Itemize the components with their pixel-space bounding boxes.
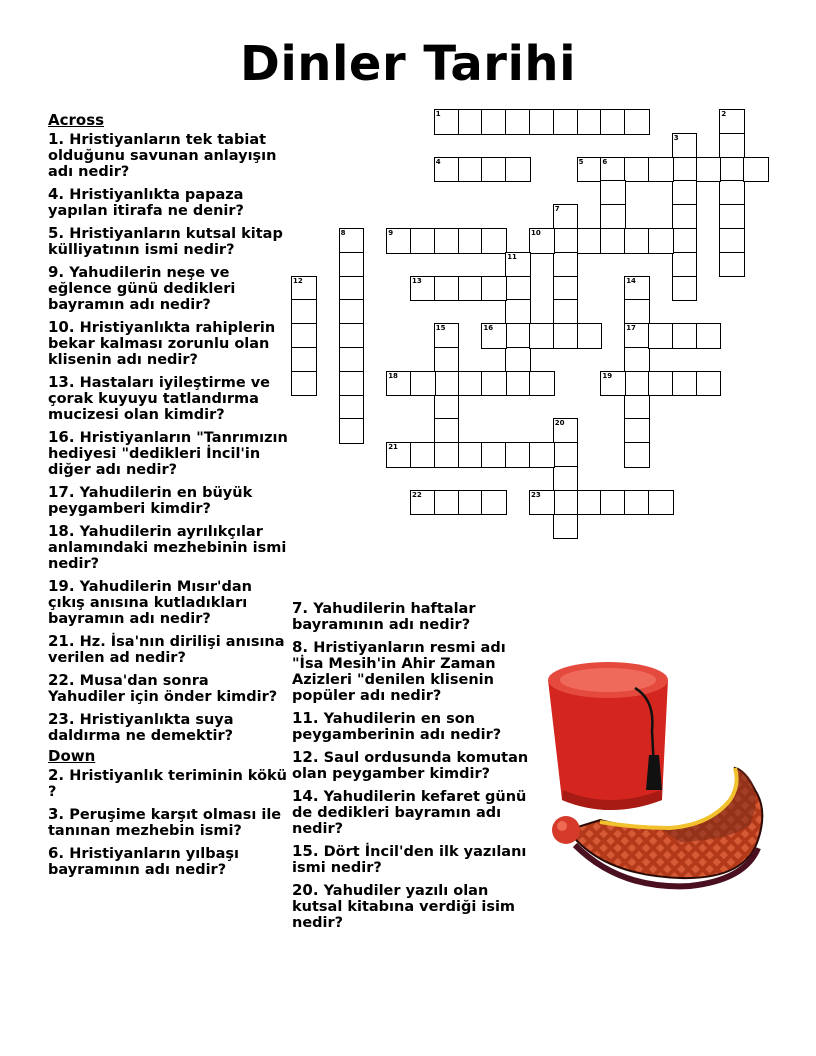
grid-cell[interactable] — [505, 371, 531, 397]
clue-item — [48, 806, 288, 839]
clue-number: 6. — [48, 844, 65, 862]
clue-text: Hristiyanların resmi adı "İsa Mesih'in Ahir Zaman Azizleri "denilen klisenin popüler adı nedir? — [292, 640, 506, 704]
clue-text: Peruşime karşıt olması ile tanınan mezhebin ismi? — [48, 807, 282, 839]
grid-cell[interactable] — [648, 228, 674, 254]
grid-cell[interactable] — [624, 371, 650, 397]
clue-number-label: 20 — [554, 419, 565, 428]
clue-column-left — [48, 112, 288, 884]
clue-number: 11. — [292, 709, 319, 727]
down-clue-list-part2 — [292, 600, 532, 931]
grid-cell[interactable] — [553, 323, 579, 349]
clue-number: 17. — [48, 483, 75, 501]
grid-cell[interactable] — [553, 299, 579, 325]
clue-number-label: 1 — [435, 110, 441, 118]
grid-cell[interactable] — [434, 323, 460, 349]
grid-cell[interactable] — [481, 490, 507, 516]
grid-cell[interactable] — [696, 371, 722, 397]
grid-cell[interactable] — [458, 109, 484, 135]
clue-number-label: 11 — [507, 252, 517, 261]
grid-cell[interactable] — [505, 442, 531, 468]
clue-number: 18. — [48, 522, 75, 540]
grid-cell[interactable] — [458, 442, 484, 468]
grid-cell[interactable] — [553, 514, 579, 540]
clue-number-label: 5 — [578, 157, 584, 166]
clue-text: Hristiyanlıkta rahiplerin bekar kalması zorunlu olan klisenin adı nedir? — [48, 320, 276, 368]
clue-number-label: 3 — [673, 133, 679, 142]
clue-item — [48, 186, 288, 219]
down-heading: Down — [48, 747, 96, 765]
clue-item — [48, 374, 288, 423]
clue-number: 4. — [48, 185, 65, 203]
clue-item — [292, 710, 532, 743]
grid-cell[interactable] — [458, 276, 484, 302]
clue-number-label: 15 — [435, 324, 446, 333]
grid-cell[interactable] — [505, 323, 531, 349]
clue-number: 23. — [48, 710, 75, 728]
grid-cell[interactable] — [434, 418, 460, 444]
grid-cell[interactable] — [719, 180, 745, 206]
grid-cell[interactable] — [410, 442, 436, 468]
clue-text: Musa'dan sonra Yahudiler için önder kimdir? — [48, 673, 278, 705]
clue-number: 12. — [292, 748, 319, 766]
grid-cell[interactable] — [624, 347, 650, 373]
grid-cell[interactable] — [529, 109, 555, 135]
clue-item — [48, 319, 288, 368]
clue-item — [48, 523, 288, 572]
clue-number: 20. — [292, 881, 319, 899]
grid-cell[interactable] — [624, 442, 650, 468]
clue-column-right — [292, 600, 532, 937]
clue-number-label: 7 — [554, 205, 560, 214]
grid-cell[interactable] — [434, 228, 460, 254]
clue-text: Dört İncil'den ilk yazılanı ismi nedir? — [292, 844, 527, 876]
grid-cell[interactable] — [291, 347, 317, 373]
grid-cell[interactable] — [672, 323, 698, 349]
clue-text: Yahudilerin kefaret günü de dedikleri bayramın adı nedir? — [292, 789, 527, 837]
grid-cell[interactable] — [339, 228, 365, 254]
clue-number: 2. — [48, 766, 65, 784]
clue-item — [292, 882, 532, 931]
clue-number-label: 22 — [412, 490, 422, 499]
grid-cell[interactable] — [529, 228, 555, 254]
grid-cell[interactable] — [458, 371, 484, 397]
clue-number: 10. — [48, 318, 75, 336]
grid-cell[interactable] — [386, 442, 412, 468]
grid-cell[interactable] — [600, 109, 626, 135]
grid-cell[interactable] — [743, 157, 769, 183]
grid-cell[interactable] — [719, 109, 745, 135]
clue-number: 14. — [292, 787, 319, 805]
grid-cell[interactable] — [672, 371, 698, 397]
grid-cell[interactable] — [434, 490, 460, 516]
clue-number-label: 9 — [388, 229, 394, 237]
grid-cell[interactable] — [458, 157, 484, 183]
grid-cell[interactable] — [339, 252, 365, 278]
grid-cell[interactable] — [624, 299, 650, 325]
clue-number: 15. — [292, 842, 319, 860]
grid-cell[interactable] — [529, 323, 555, 349]
clue-number-label: 4 — [435, 157, 441, 166]
clue-number: 13. — [48, 373, 75, 391]
grid-cell[interactable] — [553, 252, 579, 278]
across-heading: Across — [48, 111, 105, 129]
clue-number: 9. — [48, 263, 65, 281]
grid-cell[interactable] — [624, 418, 650, 444]
grid-cell[interactable] — [648, 157, 674, 183]
grid-cell[interactable] — [481, 228, 507, 254]
clue-item — [48, 672, 288, 705]
clue-item — [48, 484, 288, 517]
clue-text: Yahudiler yazılı olan kutsal kitabına verdiği isim nedir? — [292, 883, 516, 931]
clue-number-label: 14 — [626, 276, 636, 285]
clue-text: Hristiyanlıkta suya daldırma ne demektir? — [48, 712, 234, 744]
grid-cell[interactable] — [672, 228, 698, 254]
grid-cell[interactable] — [553, 228, 579, 254]
grid-cell[interactable] — [719, 133, 745, 159]
grid-cell[interactable] — [553, 418, 579, 444]
grid-cell[interactable] — [339, 395, 365, 421]
grid-cell[interactable] — [624, 276, 650, 302]
clue-text: Hastaları iyileştirme ve çorak kuyuyu tatlandırma mucizesi olan kimdir? — [48, 375, 270, 423]
grid-cell[interactable] — [648, 490, 674, 516]
clue-number-label: 13 — [412, 276, 422, 285]
grid-cell[interactable] — [386, 228, 412, 254]
clue-text: Yahudilerin ayrılıkçılar anlamındaki mezhebinin ismi nedir? — [48, 524, 287, 572]
clue-item — [292, 639, 532, 704]
grid-cell[interactable] — [672, 252, 698, 278]
grid-cell[interactable] — [577, 490, 603, 516]
grid-cell[interactable] — [553, 442, 579, 468]
grid-cell[interactable] — [434, 276, 460, 302]
grid-cell[interactable] — [458, 490, 484, 516]
grid-cell[interactable] — [434, 371, 460, 397]
clue-text: Hz. İsa'nın dirilişi anısına verilen ad nedir? — [48, 634, 285, 666]
clue-number: 3. — [48, 805, 65, 823]
clue-text: Hristiyanların tek tabiat olduğunu savunan anlayışın adı nedir? — [48, 132, 277, 180]
grid-cell[interactable] — [672, 133, 698, 159]
clue-item — [48, 711, 288, 744]
clue-number-label: 21 — [388, 443, 398, 452]
clue-item — [48, 225, 288, 258]
clue-number-label: 12 — [293, 276, 303, 285]
clue-text: Hristiyanların "Tanrımızın hediyesi "dedikleri İncil'in diğer adı nedir? — [48, 430, 288, 478]
grid-cell[interactable] — [505, 276, 531, 302]
clue-text: Yahudilerin en büyük peygamberi kimdir? — [48, 485, 253, 517]
clue-item — [292, 788, 532, 837]
clue-item — [48, 429, 288, 478]
clue-item — [292, 600, 532, 633]
grid-cell[interactable] — [386, 371, 412, 397]
clue-item — [48, 633, 288, 666]
grid-cell[interactable] — [339, 276, 365, 302]
grid-cell[interactable] — [339, 371, 365, 397]
clue-item — [48, 767, 288, 800]
grid-cell[interactable] — [291, 299, 317, 325]
grid-cell[interactable] — [481, 442, 507, 468]
clue-number-label: 6 — [602, 157, 608, 166]
grid-cell[interactable] — [481, 157, 507, 183]
grid-cell[interactable] — [600, 180, 626, 206]
grid-cell[interactable] — [577, 109, 603, 135]
fez-hat-icon — [548, 662, 668, 810]
grid-cell[interactable] — [505, 109, 531, 135]
grid-cell[interactable] — [291, 323, 317, 349]
grid-cell[interactable] — [577, 157, 603, 183]
grid-cell[interactable] — [600, 228, 626, 254]
grid-cell[interactable] — [600, 157, 626, 183]
grid-cell[interactable] — [410, 228, 436, 254]
clue-text: Yahudilerin neşe ve eğlence günü dedikleri bayramın adı nedir? — [48, 265, 236, 313]
down-clue-list-part1 — [48, 767, 288, 878]
grid-cell[interactable] — [672, 276, 698, 302]
grid-cell[interactable] — [648, 323, 674, 349]
grid-cell[interactable] — [529, 490, 555, 516]
grid-cell[interactable] — [481, 276, 507, 302]
grid-cell[interactable] — [410, 490, 436, 516]
grid-cell[interactable] — [291, 276, 317, 302]
grid-cell[interactable] — [672, 157, 698, 183]
grid-cell[interactable] — [719, 157, 745, 183]
clue-number: 7. — [292, 599, 309, 617]
grid-cell[interactable] — [410, 371, 436, 397]
grid-cell[interactable] — [600, 204, 626, 230]
clue-item — [48, 131, 288, 180]
grid-cell[interactable] — [624, 490, 650, 516]
clue-number-label: 10 — [531, 229, 541, 237]
clue-number: 16. — [48, 428, 75, 446]
clue-number-label: 17 — [626, 324, 636, 333]
grid-cell[interactable] — [505, 347, 531, 373]
clue-text: Hristiyanlıkta papaza yapılan itirafa ne denir? — [48, 187, 244, 219]
grid-cell[interactable] — [553, 276, 579, 302]
grid-cell[interactable] — [600, 371, 626, 397]
grid-cell[interactable] — [529, 371, 555, 397]
grid-cell[interactable] — [481, 323, 507, 349]
grid-cell[interactable] — [577, 228, 603, 254]
page-title: Dinler Tarihi — [239, 36, 577, 92]
clue-text: Saul ordusunda komutan olan peygamber kimdir? — [292, 750, 529, 782]
clue-text: Hristiyanlık teriminin kökü ? — [48, 768, 287, 800]
grid-cell[interactable] — [339, 418, 365, 444]
grid-cell[interactable] — [553, 466, 579, 492]
grid-cell[interactable] — [672, 180, 698, 206]
grid-cell[interactable] — [505, 252, 531, 278]
grid-cell[interactable] — [696, 323, 722, 349]
clue-number-label: 18 — [388, 371, 398, 380]
grid-cell[interactable] — [577, 323, 603, 349]
grid-cell[interactable] — [648, 371, 674, 397]
grid-cell[interactable] — [624, 323, 650, 349]
clue-number: 22. — [48, 671, 75, 689]
grid-cell[interactable] — [529, 442, 555, 468]
grid-cell[interactable] — [481, 371, 507, 397]
grid-cell[interactable] — [553, 109, 579, 135]
grid-cell[interactable] — [291, 371, 317, 397]
grid-cell[interactable] — [719, 204, 745, 230]
clue-item — [48, 578, 288, 627]
clue-number: 21. — [48, 632, 75, 650]
clue-item — [292, 843, 532, 876]
grid-cell[interactable] — [696, 157, 722, 183]
grid-cell[interactable] — [719, 252, 745, 278]
grid-cell[interactable] — [434, 347, 460, 373]
grid-cell[interactable] — [600, 490, 626, 516]
grid-cell[interactable] — [458, 228, 484, 254]
grid-cell[interactable] — [719, 228, 745, 254]
grid-cell[interactable] — [505, 157, 531, 183]
grid-cell[interactable] — [339, 299, 365, 325]
grid-cell[interactable] — [434, 395, 460, 421]
grid-cell[interactable] — [434, 442, 460, 468]
clue-text: Yahudilerin en son peygamberinin adı nedir? — [292, 711, 502, 743]
grid-cell[interactable] — [672, 204, 698, 230]
grid-cell[interactable] — [624, 395, 650, 421]
clue-text: Yahudilerin Mısır'dan çıkış anısına kutladıkları bayramın adı nedir? — [48, 579, 252, 627]
clue-text: Yahudilerin haftalar bayramının adı nedir? — [292, 601, 476, 633]
clue-text: Hristiyanların kutsal kitap külliyatının ismi nedir? — [48, 226, 283, 258]
clue-number: 19. — [48, 577, 75, 595]
clue-item — [48, 264, 288, 313]
clue-item — [292, 749, 532, 782]
clue-number-label: 23 — [531, 490, 541, 499]
clue-number: 5. — [48, 224, 65, 242]
grid-cell[interactable] — [339, 347, 365, 373]
clue-number: 1. — [48, 130, 65, 148]
clue-number-label: 19 — [602, 371, 613, 380]
grid-cell[interactable] — [624, 157, 650, 183]
grid-cell[interactable] — [481, 109, 507, 135]
grid-cell[interactable] — [339, 323, 365, 349]
grid-cell[interactable] — [410, 276, 436, 302]
illustration — [540, 650, 790, 900]
clue-number-label: 2 — [721, 110, 727, 118]
clue-item — [48, 845, 288, 878]
grid-cell[interactable] — [434, 157, 460, 183]
grid-cell[interactable] — [553, 490, 579, 516]
across-clue-list — [48, 131, 288, 744]
clue-number: 8. — [292, 638, 309, 656]
clue-number-label: 8 — [340, 229, 346, 237]
clue-number-label: 16 — [483, 324, 494, 333]
grid-cell[interactable] — [505, 299, 531, 325]
grid-cell[interactable] — [624, 109, 650, 135]
clue-text: Hristiyanların yılbaşı bayramının adı nedir? — [48, 846, 239, 878]
grid-cell[interactable] — [553, 204, 579, 230]
grid-cell[interactable] — [624, 228, 650, 254]
grid-cell[interactable] — [434, 109, 460, 135]
